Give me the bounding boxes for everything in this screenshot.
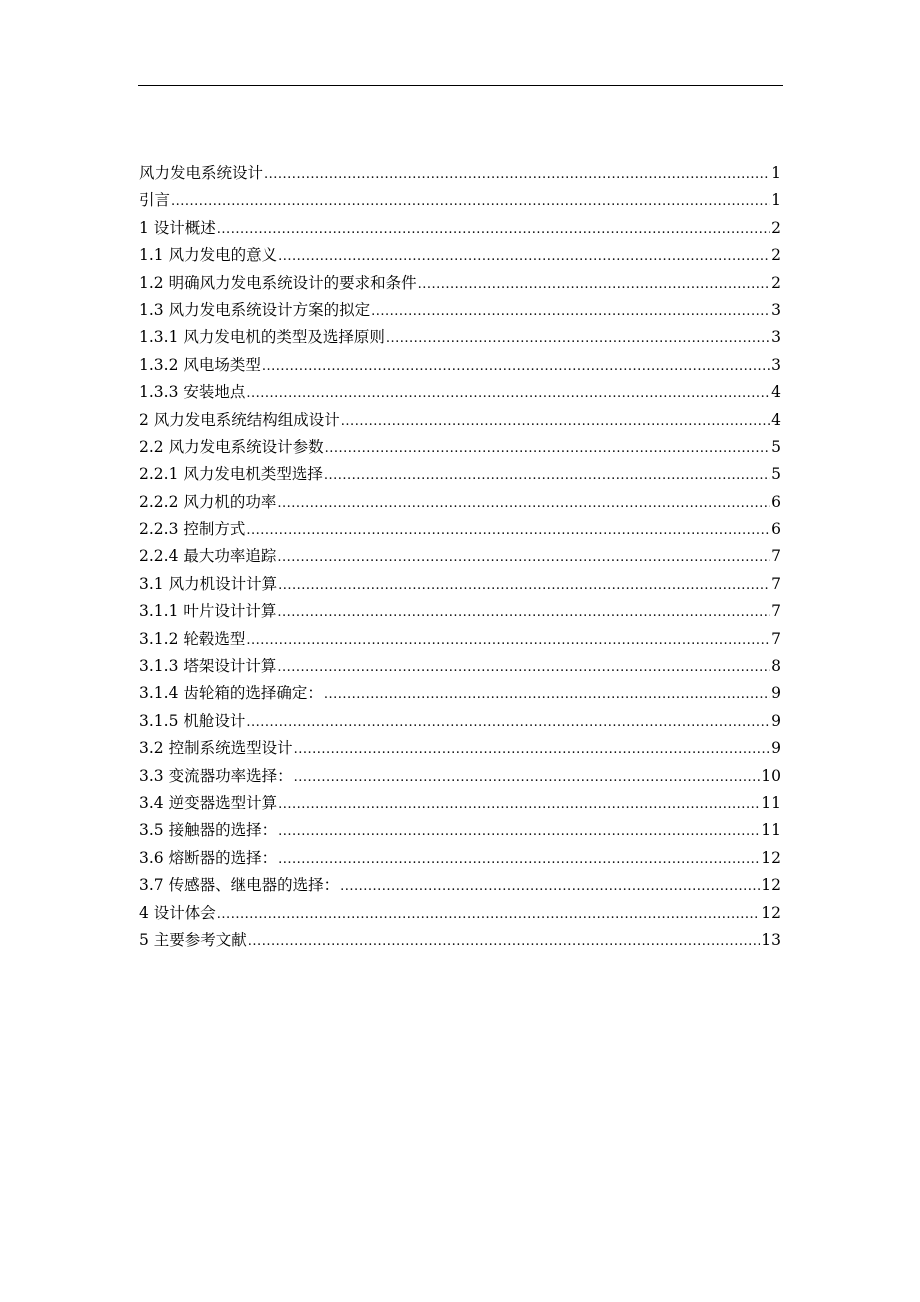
toc-entry-title: 3.1.4 齿轮箱的选择确定： xyxy=(139,684,323,703)
toc-entry-title: 3.1.3 塔架设计计算 xyxy=(139,657,277,676)
toc-entry-page-number: 4 xyxy=(771,410,781,429)
toc-entry-title: 2.2.3 控制方式 xyxy=(139,520,246,539)
toc-entry-page-number: 3 xyxy=(771,300,781,319)
toc-entry-title: 3.5 接触器的选择： xyxy=(139,821,278,840)
toc-entry-title: 风力发电系统设计 xyxy=(139,164,264,182)
toc-entry-page-number: 2 xyxy=(771,218,781,237)
toc-entry[interactable] xyxy=(139,407,781,434)
toc-entry-title: 1.1 风力发电的意义 xyxy=(139,246,278,265)
toc-entry-title: 1.3.1 风力发电机的类型及选择原则 xyxy=(139,328,385,347)
toc-entry[interactable] xyxy=(139,434,781,461)
toc-entry[interactable] xyxy=(139,242,781,269)
toc-dot-leader xyxy=(171,188,770,214)
toc-dot-leader xyxy=(341,408,770,434)
toc-entry-page-number: 13 xyxy=(761,930,781,949)
toc-entry[interactable] xyxy=(139,598,781,625)
toc-entry-page-number: 6 xyxy=(771,492,781,511)
toc-entry-title: 1.2 明确风力发电系统设计的要求和条件 xyxy=(139,273,417,292)
toc-entry-page-number: 7 xyxy=(771,574,781,593)
toc-dot-leader xyxy=(371,298,770,324)
toc-entry-title: 3.1 风力机设计计算 xyxy=(139,574,278,593)
toc-entry-title: 3.3 变流器功率选择： xyxy=(139,766,293,785)
toc-dot-leader xyxy=(264,161,770,187)
toc-entry[interactable] xyxy=(139,571,781,598)
toc-dot-leader xyxy=(418,271,771,297)
toc-entry-page-number: 2 xyxy=(771,246,781,265)
toc-entry-page-number: 2 xyxy=(771,273,781,292)
toc-dot-leader xyxy=(277,654,770,680)
toc-entry-title: 2.2 风力发电系统设计参数 xyxy=(139,437,324,456)
toc-entry-title: 3.7 传感器、继电器的选择： xyxy=(139,876,340,895)
toc-entry-title: 2.2.1 风力发电机类型选择 xyxy=(139,465,323,484)
toc-dot-leader xyxy=(217,216,770,242)
toc-entry-page-number: 3 xyxy=(771,355,781,374)
toc-entry[interactable] xyxy=(139,626,781,653)
toc-entry-page-number: 11 xyxy=(761,793,781,812)
toc-entry-title: 3.1.1 叶片设计计算 xyxy=(139,602,277,621)
toc-entry-title: 1 设计概述 xyxy=(139,218,216,237)
toc-entry-page-number: 12 xyxy=(761,876,781,895)
header-rule xyxy=(138,85,783,86)
toc-dot-leader xyxy=(246,627,770,653)
toc-entry[interactable] xyxy=(139,817,781,844)
toc-dot-leader xyxy=(277,599,770,625)
toc-dot-leader xyxy=(246,709,770,735)
toc-dot-leader xyxy=(277,544,770,570)
toc-entry-page-number: 8 xyxy=(771,657,781,676)
toc-entry-page-number: 1 xyxy=(771,191,781,210)
toc-entry-page-number: 7 xyxy=(771,602,781,621)
toc-dot-leader xyxy=(324,462,770,488)
toc-entry[interactable] xyxy=(139,324,781,351)
toc-entry-page-number: 9 xyxy=(771,684,781,703)
toc-dot-leader xyxy=(278,818,760,844)
toc-entry-page-number: 12 xyxy=(761,903,781,922)
toc-entry[interactable] xyxy=(139,461,781,488)
toc-entry[interactable] xyxy=(139,680,781,707)
toc-dot-leader xyxy=(324,681,770,707)
toc-entry[interactable] xyxy=(139,845,781,872)
toc-entry-page-number: 9 xyxy=(771,711,781,730)
toc-entry-title: 3.1.2 轮毂选型 xyxy=(139,629,246,648)
toc-entry[interactable] xyxy=(139,872,781,899)
toc-dot-leader xyxy=(278,243,770,269)
toc-dot-leader xyxy=(278,572,770,598)
toc-entry-page-number: 4 xyxy=(771,383,781,402)
toc-entry[interactable] xyxy=(139,708,781,735)
toc-entry-page-number: 10 xyxy=(761,766,781,785)
toc-entry[interactable] xyxy=(139,379,781,406)
toc-entry[interactable] xyxy=(139,489,781,516)
toc-dot-leader xyxy=(278,791,760,817)
toc-entry-page-number: 9 xyxy=(771,739,781,758)
toc-entry[interactable] xyxy=(139,297,781,324)
toc-entry[interactable] xyxy=(139,763,781,790)
toc-entry-page-number: 1 xyxy=(771,164,781,182)
toc-entry-title: 3.6 熔断器的选择： xyxy=(139,848,278,867)
toc-entry-title: 3.2 控制系统选型设计 xyxy=(139,739,293,758)
toc-entry[interactable] xyxy=(139,543,781,570)
toc-entry-title: 3.1.5 机舱设计 xyxy=(139,711,246,730)
toc-entry[interactable] xyxy=(139,927,781,954)
toc-entry[interactable] xyxy=(139,900,781,927)
toc-entry-title: 3.4 逆变器选型计算 xyxy=(139,793,278,812)
toc-entry-page-number: 6 xyxy=(771,520,781,539)
toc-dot-leader xyxy=(325,435,771,461)
toc-entry[interactable] xyxy=(139,790,781,817)
toc-dot-leader xyxy=(262,353,770,379)
toc-entry[interactable] xyxy=(139,735,781,762)
toc-dot-leader xyxy=(340,873,760,899)
toc-entry-page-number: 11 xyxy=(761,821,781,840)
toc-entry-title: 1.3.2 风电场类型 xyxy=(139,355,261,374)
toc-entry-title: 1.3.3 安装地点 xyxy=(139,383,246,402)
toc-entry-page-number: 3 xyxy=(771,328,781,347)
toc-entry-page-number: 12 xyxy=(761,848,781,867)
toc-entry[interactable] xyxy=(139,187,781,214)
toc-dot-leader xyxy=(246,517,770,543)
toc-dot-leader xyxy=(294,764,761,790)
toc-dot-leader xyxy=(248,928,760,954)
toc-entry-title: 1.3 风力发电系统设计方案的拟定 xyxy=(139,300,371,319)
toc-entry-title: 4 设计体会 xyxy=(139,903,216,922)
toc-entry-title: 2.2.4 最大功率追踪 xyxy=(139,547,277,566)
toc-entry-page-number: 5 xyxy=(771,465,781,484)
toc-entry-page-number: 7 xyxy=(771,629,781,648)
toc-dot-leader xyxy=(294,736,771,762)
toc-dot-leader xyxy=(278,846,760,872)
toc-entry-title: 2 风力发电系统结构组成设计 xyxy=(139,410,340,429)
toc-dot-leader xyxy=(246,380,770,406)
toc-entry[interactable] xyxy=(139,215,781,242)
toc-entry[interactable] xyxy=(139,270,781,297)
toc-entry-title: 5 主要参考文献 xyxy=(139,930,247,949)
toc-entry[interactable] xyxy=(139,516,781,543)
toc-dot-leader xyxy=(386,325,770,351)
toc-entry[interactable] xyxy=(139,352,781,379)
table-of-contents xyxy=(139,160,781,954)
toc-entry-title: 2.2.2 风力机的功率 xyxy=(139,492,277,511)
toc-dot-leader xyxy=(277,490,770,516)
toc-entry[interactable] xyxy=(139,653,781,680)
toc-entry-page-number: 7 xyxy=(771,547,781,566)
toc-entry-title: 引言 xyxy=(139,191,171,210)
toc-dot-leader xyxy=(217,901,760,927)
toc-entry[interactable] xyxy=(139,160,781,187)
toc-entry-page-number: 5 xyxy=(771,437,781,456)
